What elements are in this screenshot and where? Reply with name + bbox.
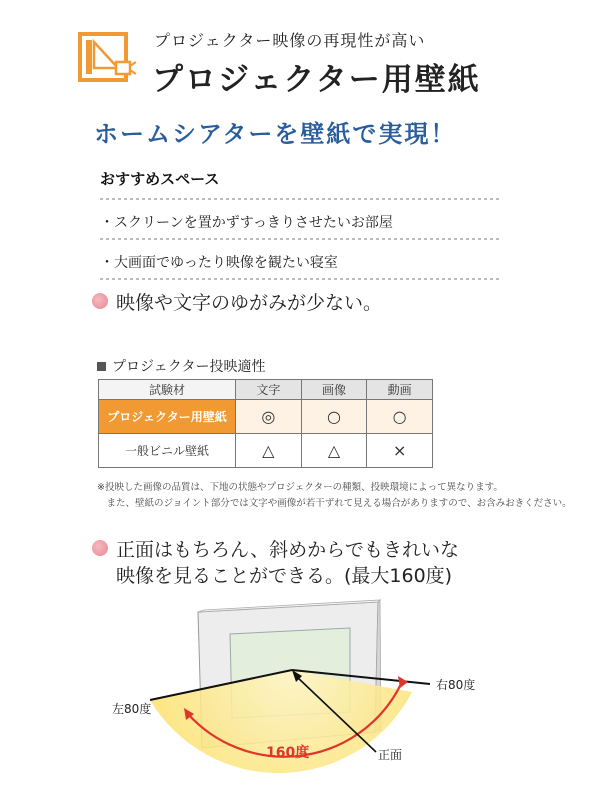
header-subtitle: プロジェクター映像の再現性が高い xyxy=(154,31,426,50)
viewing-angle-diagram xyxy=(0,590,600,787)
bullet-dot-icon xyxy=(92,540,108,556)
row-label: 一般ビニル壁紙 xyxy=(99,434,236,468)
front-label: 正面 xyxy=(378,748,403,762)
column-header: 文字 xyxy=(236,380,302,400)
rating-cell: ○ xyxy=(367,400,433,434)
projector-logo-icon xyxy=(78,32,138,92)
rating-cell: ○ xyxy=(301,400,367,434)
footnote: また、壁紙のジョイント部分では文字や画像が若干ずれて見える場合がありますので、お含みおきください。 xyxy=(97,498,572,509)
divider xyxy=(100,198,500,200)
point-text: 映像を見ることができる。(最大160度) xyxy=(116,565,453,587)
rating-cell: × xyxy=(367,434,433,468)
recommended-item: ・スクリーンを置かずすっきりさせたいお部屋 xyxy=(100,215,393,231)
column-header: 試験材 xyxy=(99,380,236,400)
table-title-text: プロジェクター投映適性 xyxy=(112,359,266,375)
table-row xyxy=(99,400,433,434)
right-angle-label: 右80度 xyxy=(436,678,476,692)
square-bullet-icon xyxy=(97,362,106,371)
bullet-dot-icon xyxy=(92,293,108,309)
rating-cell: △ xyxy=(301,434,367,468)
divider xyxy=(100,238,500,240)
table-title xyxy=(97,356,265,376)
total-angle-label: 160度 xyxy=(266,745,310,761)
footnotes xyxy=(97,480,572,512)
point-distortion xyxy=(92,290,382,316)
left-angle-label: 左80度 xyxy=(112,702,152,716)
recommended-spaces xyxy=(100,168,500,280)
header xyxy=(78,18,538,96)
row-label: プロジェクター用壁紙 xyxy=(99,400,236,434)
recommended-item: ・大画面でゆったり映像を観たい寝室 xyxy=(100,255,338,271)
table-header-row xyxy=(99,380,433,400)
recommended-heading: おすすめスペース xyxy=(100,170,220,188)
rating-cell: ◎ xyxy=(236,400,302,434)
rating-cell: △ xyxy=(236,434,302,468)
point-text: 映像や文字のゆがみが少ない。 xyxy=(116,292,383,314)
suitability-table xyxy=(98,379,433,468)
page-title: プロジェクター用壁紙 xyxy=(152,62,481,98)
point-text: 正面はもちろん、斜めからでもきれいな xyxy=(116,539,459,561)
column-header: 画像 xyxy=(301,380,367,400)
catchcopy: ホームシアターを壁紙で実現！ xyxy=(94,120,457,148)
table-row xyxy=(99,434,433,468)
column-header: 動画 xyxy=(367,380,433,400)
point-viewing-angle xyxy=(92,537,459,589)
divider xyxy=(100,278,500,280)
footnote: ※投映した画像の品質は、下地の状態やプロジェクターの種類、投映環境によって異なります。 xyxy=(97,482,503,493)
